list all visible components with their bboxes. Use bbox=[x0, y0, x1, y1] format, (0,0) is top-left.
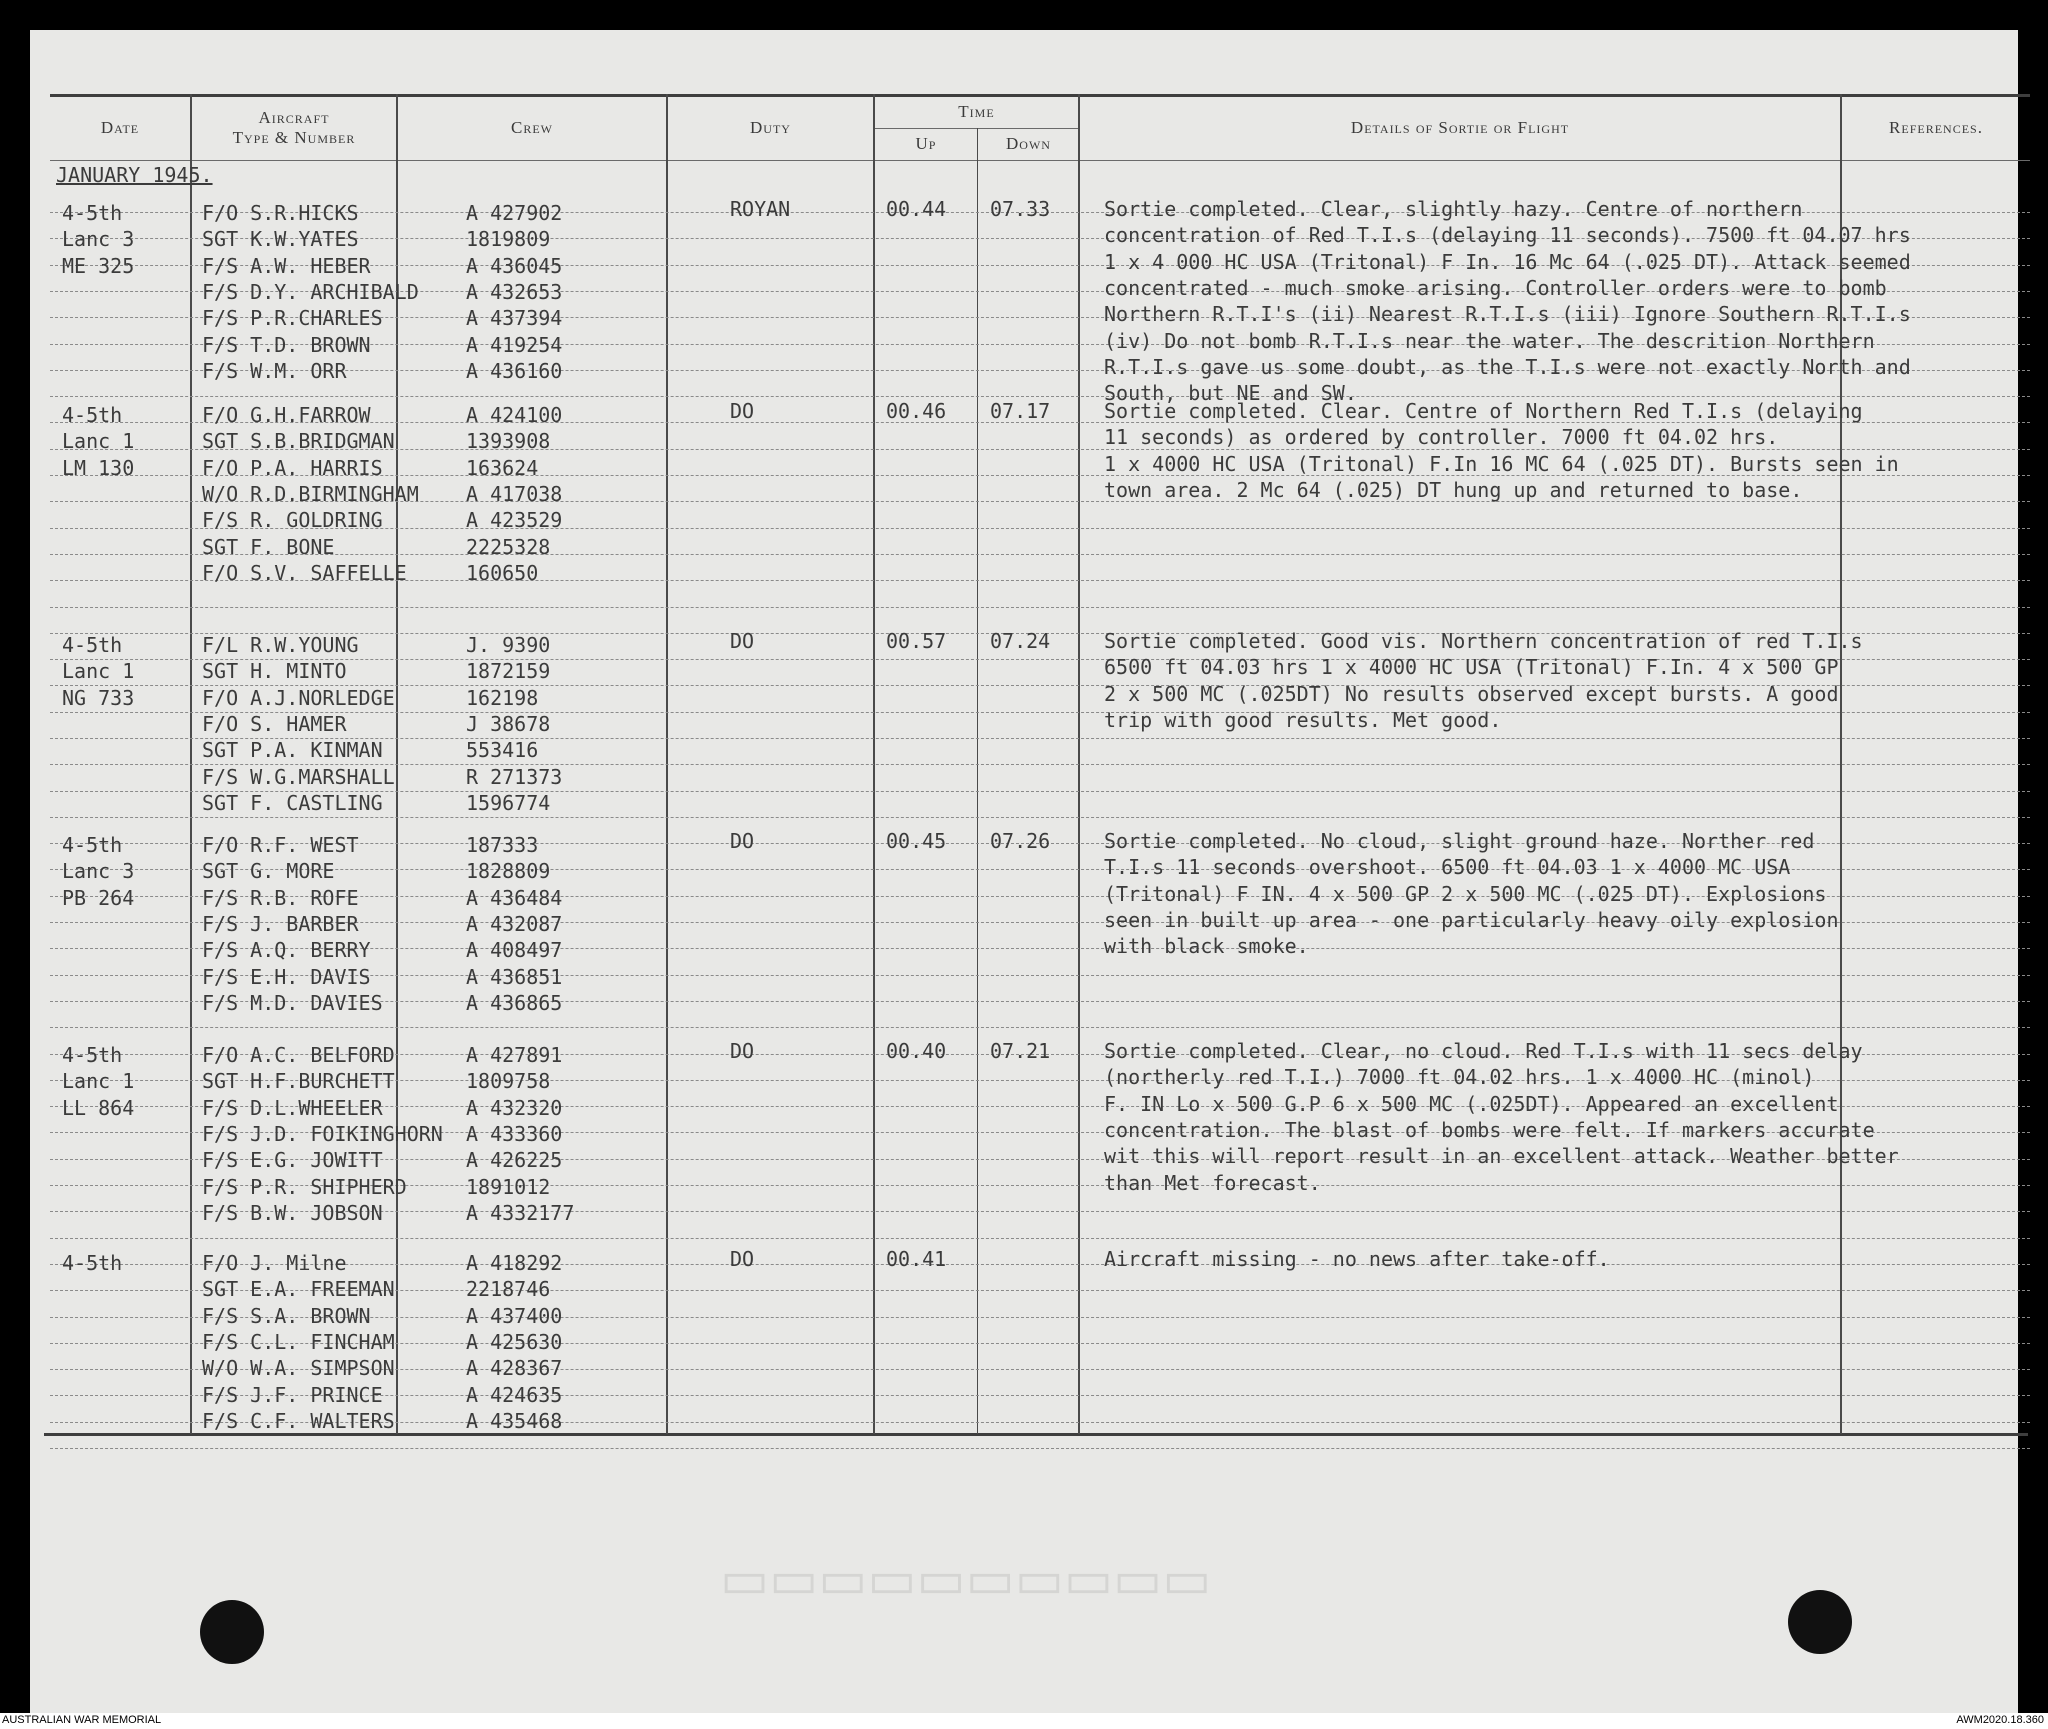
crew-service-number: 1828809 bbox=[466, 859, 551, 883]
archive-footer bbox=[0, 1713, 2048, 1729]
crew-service-number: 1872159 bbox=[466, 659, 551, 683]
entry-date: 4-5th bbox=[62, 833, 123, 857]
crew-member: F/S C.L. FINCHAM bbox=[202, 1330, 395, 1354]
crew-member: F/S C.F. WALTERS bbox=[202, 1409, 395, 1433]
crew-service-number: 187333 bbox=[466, 833, 539, 857]
crew-member: SGT E.A. FREEMAN bbox=[202, 1277, 395, 1301]
ruled-line bbox=[50, 1448, 2030, 1449]
crew-member: F/S A.Q. BERRY bbox=[202, 938, 371, 962]
sortie-detail-line: South, but NE and SW. bbox=[1104, 381, 1357, 405]
duty: ROYAN bbox=[730, 197, 791, 221]
crew-member: F/S P.R.CHARLES bbox=[202, 306, 383, 330]
crew-member: F/S D.L.WHEELER bbox=[202, 1096, 383, 1120]
sortie-detail-line: with black smoke. bbox=[1104, 934, 1309, 958]
crew-service-number: A 436865 bbox=[466, 991, 563, 1015]
sortie-detail-line: R.T.I.s gave us some doubt, as the T.I.s were not exactly North and bbox=[1104, 355, 1911, 379]
sortie-detail-line: (Tritonal) F IN. 4 x 500 GP 2 x 500 MC (.025 DT). Explosions bbox=[1104, 882, 1827, 906]
crew-member: W/O R.D.BIRMINGHAM bbox=[202, 482, 419, 506]
crew-member: F/S P.R. SHIPHERD bbox=[202, 1175, 407, 1199]
entry-date: 4-5th bbox=[62, 1251, 123, 1275]
crew-service-number: 1596774 bbox=[466, 791, 551, 815]
duty: DO bbox=[730, 399, 755, 423]
aircraft-type-number: Lanc 1 bbox=[62, 1069, 135, 1093]
sortie-detail-line: Sortie completed. Good vis. Northern concentration of red T.I.s bbox=[1104, 629, 1863, 653]
crew-member: SGT H.F.BURCHETT bbox=[202, 1069, 395, 1093]
aircraft-type-number: Lanc 1 bbox=[62, 659, 135, 683]
sortie-detail-line: Sortie completed. No cloud, slight ground haze. Norther red bbox=[1104, 829, 1815, 853]
crew-member: F/S R.B. ROFE bbox=[202, 886, 359, 910]
sortie-detail-line: F. IN Lo x 500 G.P 6 x 500 MC (.025DT). Appeared an excellent bbox=[1104, 1092, 1839, 1116]
crew-service-number: A 435468 bbox=[466, 1409, 563, 1433]
sortie-detail-line: 1 x 4000 HC USA (Tritonal) F.In 16 MC 64 (.025 DT). Bursts seen in bbox=[1104, 452, 1899, 476]
sortie-detail-line: 11 seconds) as ordered by controller. 7000 ft 04.02 hrs. bbox=[1104, 425, 1779, 449]
ruled-line bbox=[50, 396, 2030, 397]
header-details: Details of Sortie or Flight bbox=[1350, 118, 1570, 137]
crew-member: SGT S.B.BRIDGMAN bbox=[202, 429, 395, 453]
crew-service-number: 2218746 bbox=[466, 1277, 551, 1301]
crew-member: F/O R.F. WEST bbox=[202, 833, 359, 857]
crew-member: F/S S.A. BROWN bbox=[202, 1304, 371, 1328]
ruled-line bbox=[50, 712, 2030, 713]
crew-service-number: 1393908 bbox=[466, 429, 551, 453]
header-bottom-rule bbox=[50, 160, 2030, 161]
crew-service-number: A 424635 bbox=[466, 1383, 563, 1407]
header-date: Date bbox=[100, 118, 140, 137]
time-down: 07.33 bbox=[990, 197, 1051, 221]
sortie-detail-line: Sortie completed. Clear. Centre of Northern Red T.I.s (delaying bbox=[1104, 399, 1863, 423]
crew-member: F/O J. Milne bbox=[202, 1251, 347, 1275]
aircraft-type-number: Lanc 3 bbox=[62, 227, 135, 251]
crew-member: F/O S. HAMER bbox=[202, 712, 347, 736]
footer-institution: AUSTRALIAN WAR MEMORIAL bbox=[2, 1714, 162, 1726]
crew-member: W/O W.A. SIMPSON bbox=[202, 1356, 395, 1380]
crew-member: F/O A.J.NORLEDGE bbox=[202, 686, 395, 710]
table-top-rule bbox=[50, 94, 2030, 97]
bleed-through-marks: ▭▭▭▭▭▭▭▭▭▭ bbox=[720, 1552, 1212, 1609]
crew-service-number: 163624 bbox=[466, 456, 539, 480]
crew-service-number: A 436484 bbox=[466, 886, 563, 910]
aircraft-type-number: PB 264 bbox=[62, 886, 135, 910]
time-up: 00.44 bbox=[886, 197, 947, 221]
crew-member: SGT F. BONE bbox=[202, 535, 335, 559]
crew-service-number: A 432087 bbox=[466, 912, 563, 936]
sortie-detail-line: than Met forecast. bbox=[1104, 1171, 1321, 1195]
sortie-detail-line: 6500 ft 04.03 hrs 1 x 4000 HC USA (Tritonal) F.In. 4 x 500 GP bbox=[1104, 655, 1839, 679]
crew-member: F/S W.G.MARSHALL bbox=[202, 765, 395, 789]
crew-member: F/S E.G. JOWITT bbox=[202, 1148, 383, 1172]
crew-service-number: A 427891 bbox=[466, 1043, 563, 1067]
crew-service-number: 553416 bbox=[466, 738, 539, 762]
crew-service-number: A 428367 bbox=[466, 1356, 563, 1380]
crew-member: SGT K.W.YATES bbox=[202, 227, 359, 251]
time-down: 07.24 bbox=[990, 629, 1051, 653]
duty: DO bbox=[730, 629, 755, 653]
crew-member: F/S J. BARBER bbox=[202, 912, 359, 936]
time-split-rule bbox=[873, 128, 1078, 129]
sortie-detail-line: T.I.s 11 seconds overshoot. 6500 ft 04.03 1 x 4000 MC USA bbox=[1104, 855, 1791, 879]
sortie-detail-line: Aircraft missing - no news after take-off. bbox=[1104, 1247, 1610, 1271]
crew-member: F/S T.D. BROWN bbox=[202, 333, 371, 357]
crew-service-number: 1819809 bbox=[466, 227, 551, 251]
aircraft-type-number: NG 733 bbox=[62, 686, 135, 710]
crew-service-number: A 426225 bbox=[466, 1148, 563, 1172]
sortie-detail-line: seen in built up area - one particularly heavy oily explosion bbox=[1104, 908, 1839, 932]
crew-member: F/S E.H. DAVIS bbox=[202, 965, 371, 989]
crew-service-number: A 436045 bbox=[466, 254, 563, 278]
crew-service-number: 162198 bbox=[466, 686, 539, 710]
crew-service-number: 1891012 bbox=[466, 1175, 551, 1199]
crew-member: SGT F. CASTLING bbox=[202, 791, 383, 815]
crew-member: SGT P.A. KINMAN bbox=[202, 738, 383, 762]
header-time: Time bbox=[958, 102, 995, 121]
time-up: 00.46 bbox=[886, 399, 947, 423]
sortie-detail-line: (iv) Do not bomb R.T.I.s near the water. The descrition Northern bbox=[1104, 329, 1875, 353]
crew-service-number: A 425630 bbox=[466, 1330, 563, 1354]
ruled-line bbox=[50, 1027, 2030, 1028]
crew-service-number: A 433360 bbox=[466, 1122, 563, 1146]
crew-service-number: A 408497 bbox=[466, 938, 563, 962]
sortie-detail-line: Sortie completed. Clear, no cloud. Red T.I.s with 11 secs delay bbox=[1104, 1039, 1863, 1063]
punch-hole-right bbox=[1788, 1590, 1852, 1654]
crew-member: F/S W.M. ORR bbox=[202, 359, 347, 383]
crew-service-number: A 424100 bbox=[466, 403, 563, 427]
crew-member: F/S J.D. FOIKINGHORN bbox=[202, 1122, 443, 1146]
crew-service-number: A 4332177 bbox=[466, 1201, 575, 1225]
crew-service-number: A 437400 bbox=[466, 1304, 563, 1328]
crew-member: F/O S.V. SAFFELLE bbox=[202, 561, 407, 585]
sortie-detail-line: Northern R.T.I's (ii) Nearest R.T.I.s (iii) Ignore Southern R.T.I.s bbox=[1104, 302, 1911, 326]
time-down: 07.17 bbox=[990, 399, 1051, 423]
crew-member: F/S J.F. PRINCE bbox=[202, 1383, 383, 1407]
sortie-detail-line: 2 x 500 MC (.025DT) No results observed except bursts. A good bbox=[1104, 682, 1839, 706]
sortie-detail-line: wit this will report result in an excellent attack. Weather better bbox=[1104, 1144, 1899, 1168]
aircraft-type-number: LL 864 bbox=[62, 1096, 135, 1120]
time-up: 00.57 bbox=[886, 629, 947, 653]
crew-service-number: 1809758 bbox=[466, 1069, 551, 1093]
crew-service-number: A 423529 bbox=[466, 508, 563, 532]
entry-date: 4-5th bbox=[62, 633, 123, 657]
header-up: Up bbox=[915, 134, 937, 153]
sortie-detail-line: concentration of Red T.I.s (delaying 11 seconds). 7500 ft 04.07 hrs bbox=[1104, 223, 1911, 247]
ruled-line bbox=[50, 554, 2030, 555]
crew-service-number: 2225328 bbox=[466, 535, 551, 559]
crew-service-number: R 271373 bbox=[466, 765, 563, 789]
ruled-line bbox=[50, 817, 2030, 818]
crew-member: F/S A.W. HEBER bbox=[202, 254, 371, 278]
sortie-detail-line: Sortie completed. Clear, slightly hazy. Centre of northern bbox=[1104, 197, 1803, 221]
crew-service-number: A 437394 bbox=[466, 306, 563, 330]
crew-service-number: A 417038 bbox=[466, 482, 563, 506]
crew-service-number: 160650 bbox=[466, 561, 539, 585]
aircraft-type-number: Lanc 3 bbox=[62, 859, 135, 883]
header-aircraft: Aircraft Type & Number bbox=[232, 108, 356, 147]
crew-member: SGT H. MINTO bbox=[202, 659, 347, 683]
crew-service-number: J 38678 bbox=[466, 712, 551, 736]
entry-date: 4-5th bbox=[62, 403, 123, 427]
aircraft-type-number: LM 130 bbox=[62, 456, 135, 480]
document-page bbox=[30, 30, 2018, 1720]
time-up: 00.45 bbox=[886, 829, 947, 853]
crew-member: F/O A.C. BELFORD bbox=[202, 1043, 395, 1067]
time-down: 07.21 bbox=[990, 1039, 1051, 1063]
crew-member: F/L R.W.YOUNG bbox=[202, 633, 359, 657]
crew-member: F/S D.Y. ARCHIBALD bbox=[202, 280, 419, 304]
month-heading: JANUARY 1945. bbox=[56, 163, 213, 187]
crew-member: F/O P.A. HARRIS bbox=[202, 456, 383, 480]
sortie-detail-line: concentration. The blast of bombs were felt. If markers accurate bbox=[1104, 1118, 1875, 1142]
crew-member: F/S R. GOLDRING bbox=[202, 508, 383, 532]
crew-service-number: A 436160 bbox=[466, 359, 563, 383]
duty: DO bbox=[730, 1247, 755, 1271]
sortie-detail-line: trip with good results. Met good. bbox=[1104, 708, 1502, 732]
sortie-detail-line: (northerly red T.I.) 7000 ft 04.02 hrs. 1 x 4000 HC (minol) bbox=[1104, 1065, 1815, 1089]
crew-member: F/S M.D. DAVIES bbox=[202, 991, 383, 1015]
header-references: References. bbox=[1889, 118, 1983, 137]
crew-service-number: A 419254 bbox=[466, 333, 563, 357]
header-duty: Duty bbox=[750, 118, 791, 137]
punch-hole-left bbox=[200, 1600, 264, 1664]
header-down: Down bbox=[1006, 134, 1051, 153]
duty: DO bbox=[730, 829, 755, 853]
time-down: 07.26 bbox=[990, 829, 1051, 853]
footer-accession-number: AWM2020.18.360 bbox=[1956, 1714, 2044, 1726]
crew-member: SGT G. MORE bbox=[202, 859, 335, 883]
ruled-line bbox=[50, 1238, 2030, 1239]
crew-member: F/O G.H.FARROW bbox=[202, 403, 371, 427]
crew-member: F/S B.W. JOBSON bbox=[202, 1201, 383, 1225]
ruled-line bbox=[50, 607, 2030, 608]
crew-service-number: A 427902 bbox=[466, 201, 563, 225]
aircraft-type-number: ME 325 bbox=[62, 254, 135, 278]
duty: DO bbox=[730, 1039, 755, 1063]
sortie-detail-line: concentrated - much smoke arising. Controller orders were to bomb bbox=[1104, 276, 1887, 300]
crew-service-number: A 432320 bbox=[466, 1096, 563, 1120]
entry-date: 4-5th bbox=[62, 1043, 123, 1067]
aircraft-type-number: Lanc 1 bbox=[62, 429, 135, 453]
crew-member: F/O S.R.HICKS bbox=[202, 201, 359, 225]
time-up: 00.40 bbox=[886, 1039, 947, 1063]
crew-service-number: J. 9390 bbox=[466, 633, 551, 657]
time-up: 00.41 bbox=[886, 1247, 947, 1271]
crew-service-number: A 418292 bbox=[466, 1251, 563, 1275]
header-crew: Crew bbox=[511, 118, 553, 137]
crew-service-number: A 436851 bbox=[466, 965, 563, 989]
sortie-detail-line: 1 x 4 000 HC USA (Tritonal) F In. 16 Mc 64 (.025 DT). Attack seemed bbox=[1104, 250, 1911, 274]
crew-service-number: A 432653 bbox=[466, 280, 563, 304]
entry-date: 4-5th bbox=[62, 201, 123, 225]
sortie-detail-line: town area. 2 Mc 64 (.025) DT hung up and returned to base. bbox=[1104, 478, 1803, 502]
ruled-line bbox=[50, 1264, 2030, 1265]
